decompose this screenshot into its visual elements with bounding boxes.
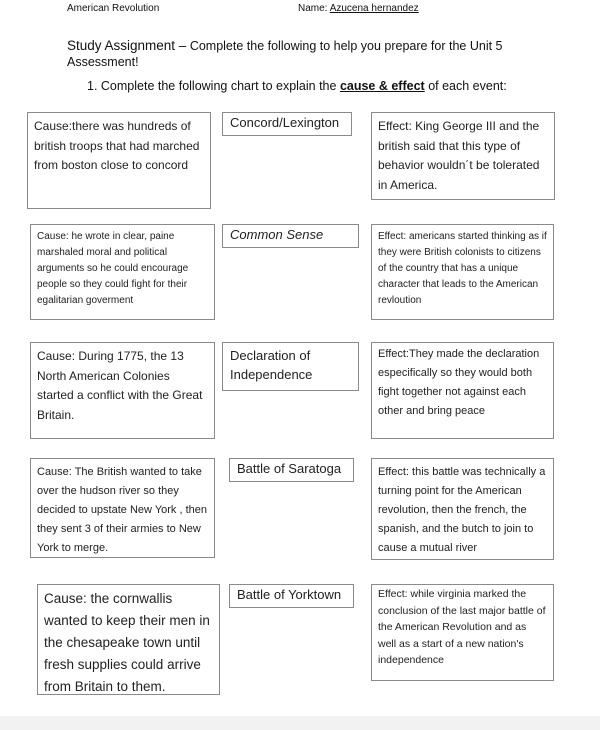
instruction-prefix: 1. Complete the following chart to explain the — [87, 79, 337, 93]
event-box-saratoga: Battle of Saratoga — [229, 458, 354, 482]
instruction-emphasis: cause & effect — [339, 79, 425, 93]
cause-box-concord-lexington: Cause:there was hundreds of british troops that had marched from boston close to concord — [27, 112, 211, 209]
title-heading: Study Assignment – — [67, 38, 187, 53]
name-value: Azucena hernandez — [329, 3, 419, 14]
class-title: American Revolution — [67, 3, 160, 14]
event-box-concord-lexington: Concord/Lexington — [222, 112, 352, 136]
event-box-declaration: Declaration of Independence — [222, 342, 359, 391]
assignment-title — [67, 38, 537, 70]
page-bottom-edge — [0, 716, 600, 730]
effect-box-saratoga: Effect: this battle was technically a turning point for the American revolution, then the french, the spanish, and the butch to join to cause a mutual river — [371, 458, 554, 560]
effect-box-concord-lexington: Effect: King George III and the british said that this type of behavior wouldn´t be tolerated in America. — [371, 112, 555, 200]
event-box-yorktown: Battle of Yorktown — [229, 584, 354, 608]
cause-box-declaration: Cause: During 1775, the 13 North American Colonies started a conflict with the Great Britain. — [30, 342, 215, 439]
instruction-suffix: of each event: — [428, 79, 507, 93]
event-box-common-sense: Common Sense — [222, 224, 359, 248]
effect-box-yorktown: Effect: while virginia marked the conclusion of the last major battle of the American Revolution and as well as a start of a new nation's independence — [371, 584, 554, 681]
title-description: Complete the following to help you prepare for the Unit 5 Assessment! — [67, 39, 503, 69]
cause-box-yorktown: Cause: the cornwallis wanted to keep their men in the chesapeake town until fresh supplies could arrive from Britain to them. — [37, 584, 220, 695]
instruction — [87, 79, 507, 93]
effect-box-declaration: Effect:They made the declaration especifically so they would both fight together not against each other and bring peace — [371, 342, 554, 439]
name-label: Name: — [298, 3, 328, 14]
cause-box-saratoga: Cause: The British wanted to take over the hudson river so they decided to upstate New York , then they sent 3 of their armies to New York to merge. — [30, 458, 215, 558]
cause-box-common-sense: Cause: he wrote in clear, paine marshaled moral and political arguments so he could encourage people so they could fight for their egalitarian goverment — [30, 224, 215, 320]
student-name — [298, 3, 419, 14]
effect-box-common-sense: Effect: americans started thinking as if they were British colonists to citizens of the country that has a unique character that leads to the American revloution — [371, 224, 554, 320]
